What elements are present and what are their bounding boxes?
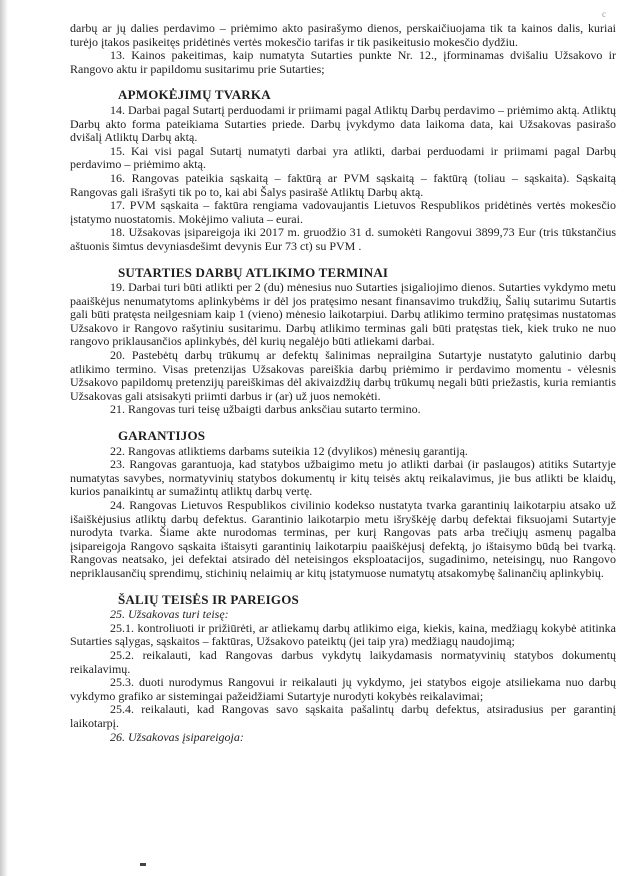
- clause-25-1: 25.1. kontroliuoti ir prižiūrėti, ar atliekamų darbų atlikimo eiga, kiekis, kaina, medžiagų kokybė atitinka Sutarties sąlygas, sąskaitos – faktūras, Užsakovo pateiktų (jei taip yra) medžiagų naudojimą;: [70, 620, 616, 649]
- clause-21: 21. Rangovas turi teisę užbaigti darbus anksčiau sutarto termino.: [110, 402, 421, 417]
- clause-13: 13. Kainos pakeitimas, kaip numatyta Sutarties punkte Nr. 12., įforminamas dvišaliu Užsakovo ir Rangovo aktu ir papildomu susitarimu prie Sutarties;: [70, 48, 616, 76]
- scan-artifact-mark: [140, 863, 146, 866]
- clause-19: 19. Darbai turi būti atlikti per 2 (du) mėnesius nuo Sutarties įsigaliojimo dienos. Sutarties vykdymo metu paaiškėjus nenumatytoms aplinkybėms ir dėl jos pratęsimo nesant finansavimo trukdžių, Šalių sutarimu Sutartis gali būti pratęsta neilgesniam kaip 1 (vieno) mėnesio laikotarpiui. Darbų atlikimo termino pratęsimas nustatomas Užsakovo ir Rangovo rašytiniu susitarimu. Darbų atlikimo terminas gali būti pratęstas tiek, kiek truko ne nuo rangovo priklausančios aplinkybės, dėl kurių negalėjo būti atliekami darbai.: [70, 280, 616, 349]
- clause-16: 16. Rangovas pateikia sąskaitą – faktūrą ar PVM sąskaitą – faktūrą (toliau – sąskaita). Sąskaitą Rangovas gali išrašyti tik po to, kai abi Šalys pasirašė Atliktų Darbų aktą.: [70, 170, 616, 199]
- clause-18: 18. Užsakovas įsipareigoja iki 2017 m. gruodžio 31 d. sumokėti Rangovui 3899,73 Eur (tris tūkstančius aštuonis šimtus devyniasdešimt devynis Eur 73 ct) su PVM .: [70, 225, 616, 253]
- clause-15: 15. Kai visi pagal Sutartį numatyti darbai yra atlikti, darbai perduodami ir priimami pagal Darbų perdavimo – priėmimo aktą.: [70, 143, 616, 172]
- clause-20: 20. Pastebėtų darbų trūkumų ar defektų šalinimas neprailgina Sutartyje nustatyto galutinio darbų atlikimo termino. Visas pretenzijas Užsakovas pareiškia darbų priėmimo ir perdavimo momentu - vėlesnis Užsakovo papildomų pretenzijų pareiškimas dėl akivaizdžių darbų trūkumų negali būti priežastis, kuria remiantis Užsakovas gali atsisakyti priimti darbus ir (ar) už juos nemokėti.: [70, 348, 616, 403]
- section-title-rights: ŠALIŲ TEISĖS IR PAREIGOS: [118, 591, 299, 607]
- intro-paragraph-continuation: darbų ar jų dalies perdavimo – priėmimo akto pasirašymo dienos, perskaičiuojama tik ta kainos dalis, kuriai turėjo įtakos pasikeitęs pridėtinės vertės mokesčio tarifas ir tik pasikeitusio mokesčio dydžiu.: [70, 21, 616, 49]
- clause-17: 17. PVM sąskaita – faktūra rengiama vadovaujantis Lietuvos Respublikos pridėtinės vertės mokesčio įstatymo nuostatomis. Mokėjimo valiuta – eurai.: [70, 198, 616, 226]
- clause-23: 23. Rangovas garantuoja, kad statybos užbaigimo metu jo atlikti darbai (ir paslaugos) atitiks Sutartyje numatytas savybes, normatyvinių statybos dokumentų ir kitų teisės aktų reikalavimus, jie bus atlikti be klaidų, kurios panaikintų ar sumažintų atliktų darbų vertę.: [70, 457, 616, 499]
- clause-25-2: 25.2. reikalauti, kad Rangovas darbus vykdytų laikydamasis normatyvinių statybos dokumentų reikalavimų.: [70, 647, 616, 676]
- section-title-warranty: GARANTIJOS: [118, 428, 206, 444]
- clause-25-heading: 25. Užsakovas turi teisę:: [110, 607, 229, 622]
- clause-25-4: 25.4. reikalauti, kad Rangovas savo sąskaita pašalintų darbų defektus, atsiradusius per garantinį laikotarpį.: [70, 702, 616, 730]
- clause-26-heading: 26. Užsakovas įsipareigoja:: [110, 729, 244, 744]
- clause-22: 22. Rangovas atliktiems darbams suteikia 12 (dvylikos) mėnesių garantiją.: [110, 443, 468, 458]
- scan-corner-mark: c: [602, 9, 606, 19]
- section-title-payment: APMOKĖJIMŲ TVARKA: [118, 87, 271, 103]
- clause-24: 24. Rangovas Lietuvos Respublikos civilinio kodekso nustatyta tvarka garantinių laikotarpiu atsako už išaiškėjusius atliktų darbų defektus. Garantinio laikotarpio metu išryškėję darbų defektai fiksuojami Sutartyje nurodyta tvarka. Šiame akte nurodomas terminas, per kurį Rangovas pats arba trečiųjų asmenų pagalba įsipareigoja Rangovo sąskaita ištaisyti garantinių laikotarpiu paaiškėjusį defektą, jo ištaisymo būdą bei tvarką. Rangovas neatsako, jei defektai atsirado dėl neteisingos eksploatacijos, sugadinimo, neteisingų, nuo Rangovo nepriklausančių sprendimų, stichinių nelaimių ar kitų įstatymuose numatytų atsakomybę šalinančių aplinkybių.: [70, 498, 616, 580]
- clause-14: 14. Darbai pagal Sutartį perduodami ir priimami pagal Atliktų Darbų perdavimo – priėmimo aktą. Atliktų Darbų akto forma pateikiama Sutarties priede. Darbų įvykdymo data laikoma data, kai Užsakovas pasirašo dvišalį Atliktų Darbų aktą.: [70, 102, 616, 145]
- section-title-terms: SUTARTIES DARBŲ ATLIKIMO TERMINAI: [118, 264, 389, 280]
- clause-25-3: 25.3. duoti nurodymus Rangovui ir reikalauti jų vykdymo, jei statybos eigoje atsiliekama nuo darbų vykdymo grafiko ar sistemingai pažeidžiami Sutartyje nurodyti kokybės reikalavimai;: [70, 675, 616, 703]
